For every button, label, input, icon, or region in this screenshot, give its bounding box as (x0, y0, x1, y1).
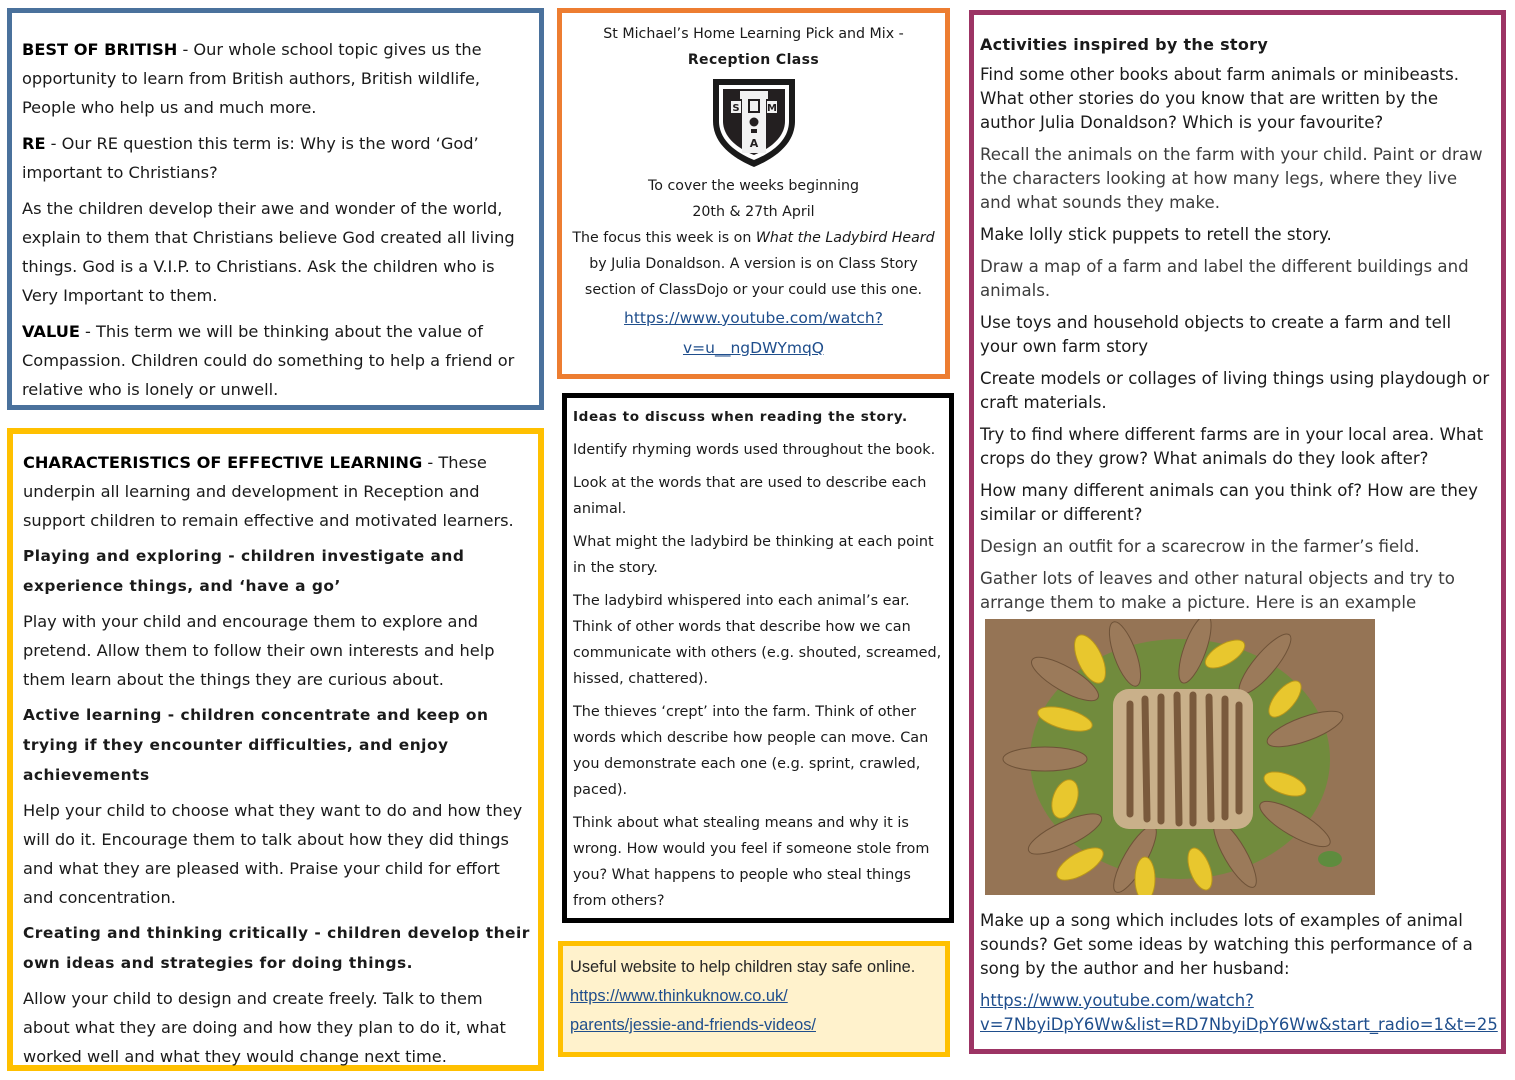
focus-text: The focus this week is on What the Ladybird Heard by Julia Donaldson. A version is on Class Story section of ClassDojo or your could use this one. (572, 230, 935, 298)
activity-item: Try to find where different farms are in your local area. What crops do they grow? What animals do they look after? (980, 425, 1484, 468)
header-panel (557, 8, 950, 379)
value-heading: VALUE (22, 322, 80, 341)
effective-learning-heading: CHARACTERISTICS OF EFFECTIVE LEARNING (23, 453, 423, 472)
song-activity: Make up a song which includes lots of examples of animal sounds? Get some ideas by watching this performance of a song by the author and her husband: (980, 911, 1473, 978)
discussion-item: Think about what stealing means and why it is wrong. How would you feel if someone stole from you? What happens to people who steal things from others? (573, 815, 930, 909)
discussion-item: The thieves ‘crept’ into the farm. Think of other words which describe how people can move. Can you demonstrate each one (e.g. sprint, crawled, paced). (573, 704, 929, 798)
best-of-british-panel (7, 8, 544, 410)
re-body: As the children develop their awe and wonder of the world, explain to them that Christians believe God created all living things. God is a V.I.P. to Christians. Ask the children who is Very Important to them. (22, 199, 515, 305)
online-safety-panel (558, 941, 950, 1057)
discussion-item: The ladybird whispered into each animal’s ear. Think of other words that describe how we can communicate with others (e.g. shouted, screamed, hissed, chattered). (573, 593, 942, 687)
effective-learning-intro: CHARACTERISTICS OF EFFECTIVE LEARNING - These underpin all learning and development in Reception and support children to remain effective and motivated learners. (23, 453, 514, 530)
school-shield-logo-icon (711, 77, 797, 169)
svg-text:S: S (731, 103, 740, 114)
section-body-playing: Play with your child and encourage them to explore and pretend. Allow them to follow their own interests and help them learn about the things they are curious about. (23, 612, 495, 689)
re-heading: RE (22, 134, 46, 153)
activity-item: Draw a map of a farm and label the different buildings and animals. (980, 257, 1469, 300)
dates: 20th & 27th April (692, 204, 815, 220)
class-name: Reception Class (687, 52, 820, 68)
activity-item: Design an outfit for a scarecrow in the farmer’s field. (980, 537, 1420, 556)
discussion-item: Identify rhyming words used throughout the book. (573, 442, 936, 458)
re-paragraph: RE - Our RE question this term is: Why is the word ‘God’ important to Christians? (22, 134, 479, 182)
thinkuknow-link[interactable]: https://www.thinkuknow.co.uk/ parents/jessie-and-friends-videos/ (570, 987, 816, 1034)
book-title: What the Ladybird Heard (755, 230, 935, 246)
value-paragraph: VALUE - This term we will be thinking about the value of Compassion. Children could do something to help a friend or relative who is lonely or unwell. (22, 322, 515, 399)
section-body-creating: Allow your child to design and create freely. Talk to them about what they are doing and how they plan to do it, what worked well and what they would change next time. (23, 989, 506, 1066)
online-safety-text: Useful website to help children stay safe online. (570, 958, 916, 976)
discussion-item: What might the ladybird be thinking at each point in the story. (573, 534, 934, 576)
effective-learning-panel (7, 428, 544, 1071)
activity-item: Recall the animals on the farm with your child. Paint or draw the characters looking at how many legs, where they live and what sounds they make. (980, 145, 1483, 212)
activities-heading: Activities inspired by the story (980, 35, 1269, 54)
discussion-ideas-panel (562, 393, 954, 923)
activity-item: Find some other books about farm animals or minibeasts. What other stories do you know that are written by the author Julia Donaldson? Which is your favourite? (980, 65, 1459, 132)
discussion-item: Look at the words that are used to describe each animal. (573, 475, 927, 517)
story-video-link[interactable]: https://www.youtube.com/watch? v=u__ngDWYmqQ (624, 309, 883, 357)
svg-text:A: A (749, 137, 758, 150)
discussion-heading: Ideas to discuss when reading the story. (573, 409, 908, 425)
section-title-active: Active learning - children concentrate and keep on trying if they encounter difficulties, and enjoy achievements (23, 706, 489, 784)
activity-item: Create models or collages of living things using playdough or craft materials. (980, 369, 1490, 412)
activity-item: How many different animals can you think of? How are they similar or different? (980, 481, 1478, 524)
section-title-playing: Playing and exploring - children investigate and experience things, and ‘have a go’ (23, 547, 465, 595)
svg-text:M: M (766, 103, 777, 114)
activity-item: Gather lots of leaves and other natural objects and try to arrange them to make a picture. Here is an example (980, 569, 1455, 612)
activity-item: Make lolly stick puppets to retell the story. (980, 225, 1332, 244)
activities-panel (969, 10, 1506, 1054)
nature-art-photo (985, 619, 1375, 895)
cover-line: To cover the weeks beginning (648, 178, 859, 194)
activity-item: Use toys and household objects to create a farm and tell your own farm story (980, 313, 1452, 356)
song-video-link[interactable]: https://www.youtube.com/watch? v=7NbyiDpY6Ww&list=RD7NbyiDpY6Ww&start_radio=1&t=25 (980, 991, 1498, 1034)
section-title-creating: Creating and thinking critically - children develop their own ideas and strategies for doing things. (23, 924, 530, 972)
best-of-british-paragraph: BEST OF BRITISH - Our whole school topic gives us the opportunity to learn from British authors, British wildlife, People who help us and much more. (22, 40, 482, 117)
section-body-active: Help your child to choose what they want to do and how they will do it. Encourage them to talk about how they did things and what they are pleased with. Praise your child for effort and concentration. (23, 801, 523, 907)
page-title: St Michael’s Home Learning Pick and Mix - (603, 26, 904, 42)
best-of-british-heading: BEST OF BRITISH (22, 40, 178, 59)
